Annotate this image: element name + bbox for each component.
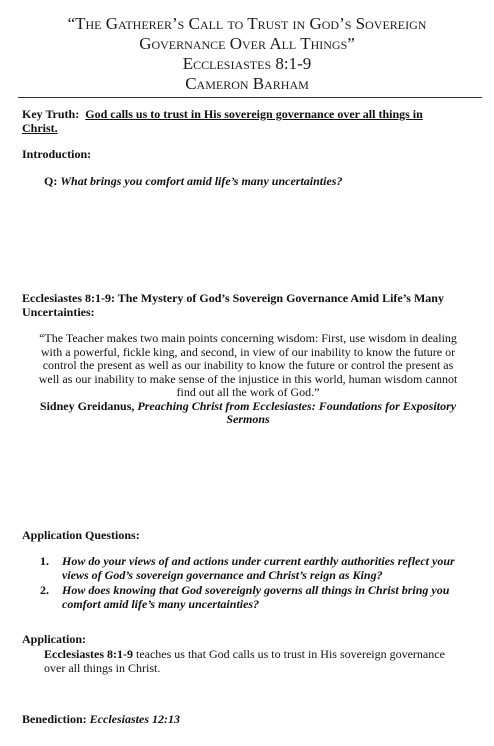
application-text-line-2: over all things in Christ. xyxy=(44,660,161,675)
quote-citation xyxy=(22,400,474,414)
benediction-reference: Ecclesiastes 12:13 xyxy=(89,712,180,726)
question-text: What brings you comfort amid life’s many uncertainties? xyxy=(60,174,343,188)
author-name: Cameron Barham xyxy=(185,74,309,93)
title-line-1: “The Gatherer’s Call to Trust in God’s Sovereign xyxy=(67,14,427,33)
section-heading-line-1: Ecclesiastes 8:1-9: The Mystery of God’s Sovereign Governance Amid Life’s Many xyxy=(22,291,444,305)
quote-book-title-end: Sermons xyxy=(226,412,270,426)
list-number: 2. xyxy=(40,583,49,597)
question-label: Q: xyxy=(44,174,58,188)
quote-author: Sidney Greidanus, xyxy=(39,398,135,413)
scripture-reference: Ecclesiastes 8:1-9 xyxy=(182,54,312,73)
quote-block xyxy=(22,332,474,427)
quote-line: “The Teacher makes two main points concerning wisdom: First, use wisdom in dealing xyxy=(39,331,457,345)
key-truth xyxy=(22,108,478,135)
title-divider xyxy=(18,97,482,98)
application-questions-list xyxy=(22,555,478,613)
application-reference: Ecclesiastes 8:1-9 xyxy=(44,647,133,661)
benediction-label: Benediction: xyxy=(22,712,87,726)
list-item-line: How do your views of and actions under current earthly authorities reflect your xyxy=(62,554,455,568)
introduction-heading: Introduction: xyxy=(22,147,92,161)
application-questions-heading: Application Questions: xyxy=(22,528,140,542)
list-item xyxy=(22,584,478,611)
application-heading: Application: xyxy=(22,632,87,646)
key-truth-text-end: Christ. xyxy=(22,120,58,135)
quote-line: well as our inability to make sense of the injustice in this world, human wisdom cannot xyxy=(38,371,458,386)
document-title xyxy=(0,14,494,94)
list-number: 1. xyxy=(40,554,49,568)
list-item-line: views of God’s sovereign governance and Christ’s reign as King? xyxy=(62,567,383,582)
application-text xyxy=(44,648,476,675)
quote-line: control the present as well as our inability to know the future or control the present as xyxy=(42,358,454,372)
title-line-2: Governance Over All Things” xyxy=(139,34,355,53)
benediction xyxy=(22,713,180,727)
application-text-line-1: teaches us that God calls us to trust in His sovereign governance xyxy=(132,647,445,661)
section-heading-line-2: Uncertainties: xyxy=(22,304,95,319)
quote-line: with a powerful, fickle king, and second, in view of our inability to know the future or xyxy=(40,344,456,359)
key-truth-label: Key Truth: xyxy=(22,107,80,121)
list-item-line: comfort amid life’s many uncertainties? xyxy=(62,596,260,611)
introduction-question xyxy=(44,175,474,189)
list-item xyxy=(22,555,478,582)
key-truth-text: God calls us to trust in His sovereign governance over all things in xyxy=(85,107,423,121)
quote-book-title: Preaching Christ from Ecclesiastes: Foundations for Expository xyxy=(137,398,457,413)
section-heading xyxy=(22,292,478,319)
list-item-line: How does knowing that God sovereignly governs all things in Christ bring you xyxy=(62,583,450,597)
quote-line: find out all the work of God.” xyxy=(176,385,320,399)
